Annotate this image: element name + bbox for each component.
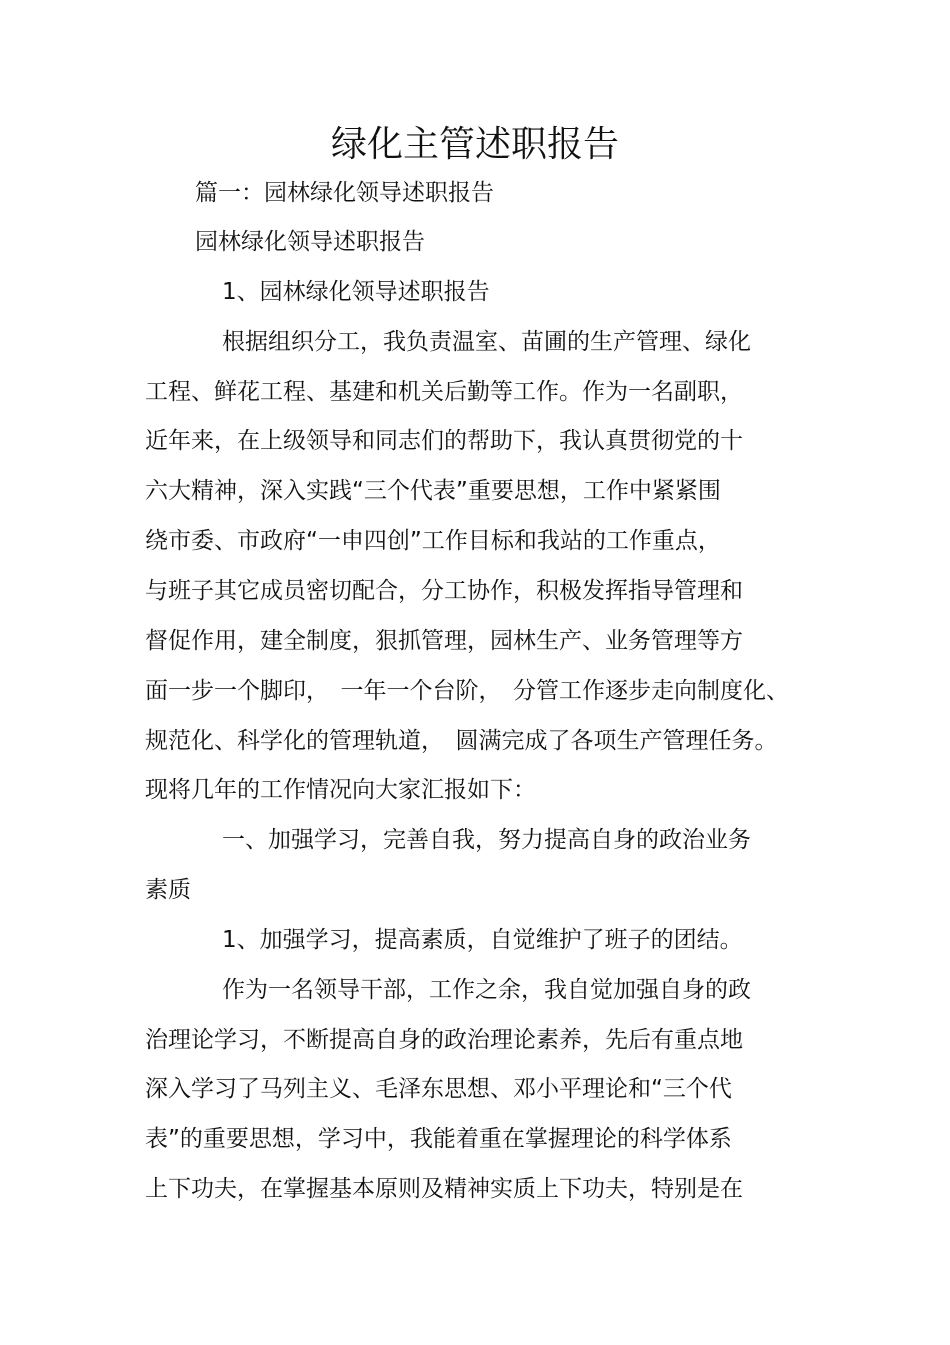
subheading: 园林绿化领导述职报告 (195, 229, 425, 255)
numbered-heading: 1、园林绿化领导述职报告 (222, 279, 490, 305)
paragraph-line: 作为一名领导干部，工作之余，我自觉加强自身的政 (222, 977, 751, 1003)
paragraph-line: 督促作用，建全制度，狠抓管理，园林生产、业务管理等方 (145, 628, 743, 654)
paragraph-line: 治理论学习，不断提高自身的政治理论素养，先后有重点地 (145, 1027, 743, 1053)
paragraph-line: 面一步一个脚印， 一年一个台阶， 分管工作逐步走向制度化、 (145, 678, 789, 704)
paragraph-line: 深入学习了马列主义、毛泽东思想、邓小平理论和“三个代 (145, 1076, 732, 1102)
section-heading: 一、加强学习，完善自我，努力提高自身的政治业务 (222, 827, 751, 853)
paragraph-line: 规范化、科学化的管理轨道， 圆满完成了各项生产管理任务。 (145, 728, 778, 754)
numbered-heading: 1、加强学习，提高素质，自觉维护了班子的团结。 (222, 927, 743, 953)
paragraph-line: 与班子其它成员密切配合，分工协作，积极发挥指导管理和 (145, 578, 743, 604)
paragraph-line: 根据组织分工，我负责温室、苗圃的生产管理、绿化 (222, 329, 751, 355)
paragraph-line: 现将几年的工作情况向大家汇报如下： (145, 777, 536, 803)
paragraph-line: 上下功夫，在掌握基本原则及精神实质上下功夫，特别是在 (145, 1176, 743, 1202)
section-heading: 篇一：园林绿化领导述职报告 (195, 180, 494, 206)
paragraph-line: 近年来，在上级领导和同志们的帮助下，我认真贯彻党的十 (145, 428, 743, 454)
paragraph-line: 六大精神，深入实践“三个代表”重要思想，工作中紧紧围 (145, 478, 721, 504)
paragraph-line: 绕市委、市政府“一申四创”工作目标和我站的工作重点， (145, 528, 721, 554)
section-heading-continued: 素质 (145, 877, 191, 903)
paragraph-line: 工程、鲜花工程、基建和机关后勤等工作。作为一名副职， (145, 379, 743, 405)
paragraph-line: 表”的重要思想，学习中，我能着重在掌握理论的科学体系 (145, 1126, 732, 1152)
document-title: 绿化主管述职报告 (330, 124, 619, 165)
